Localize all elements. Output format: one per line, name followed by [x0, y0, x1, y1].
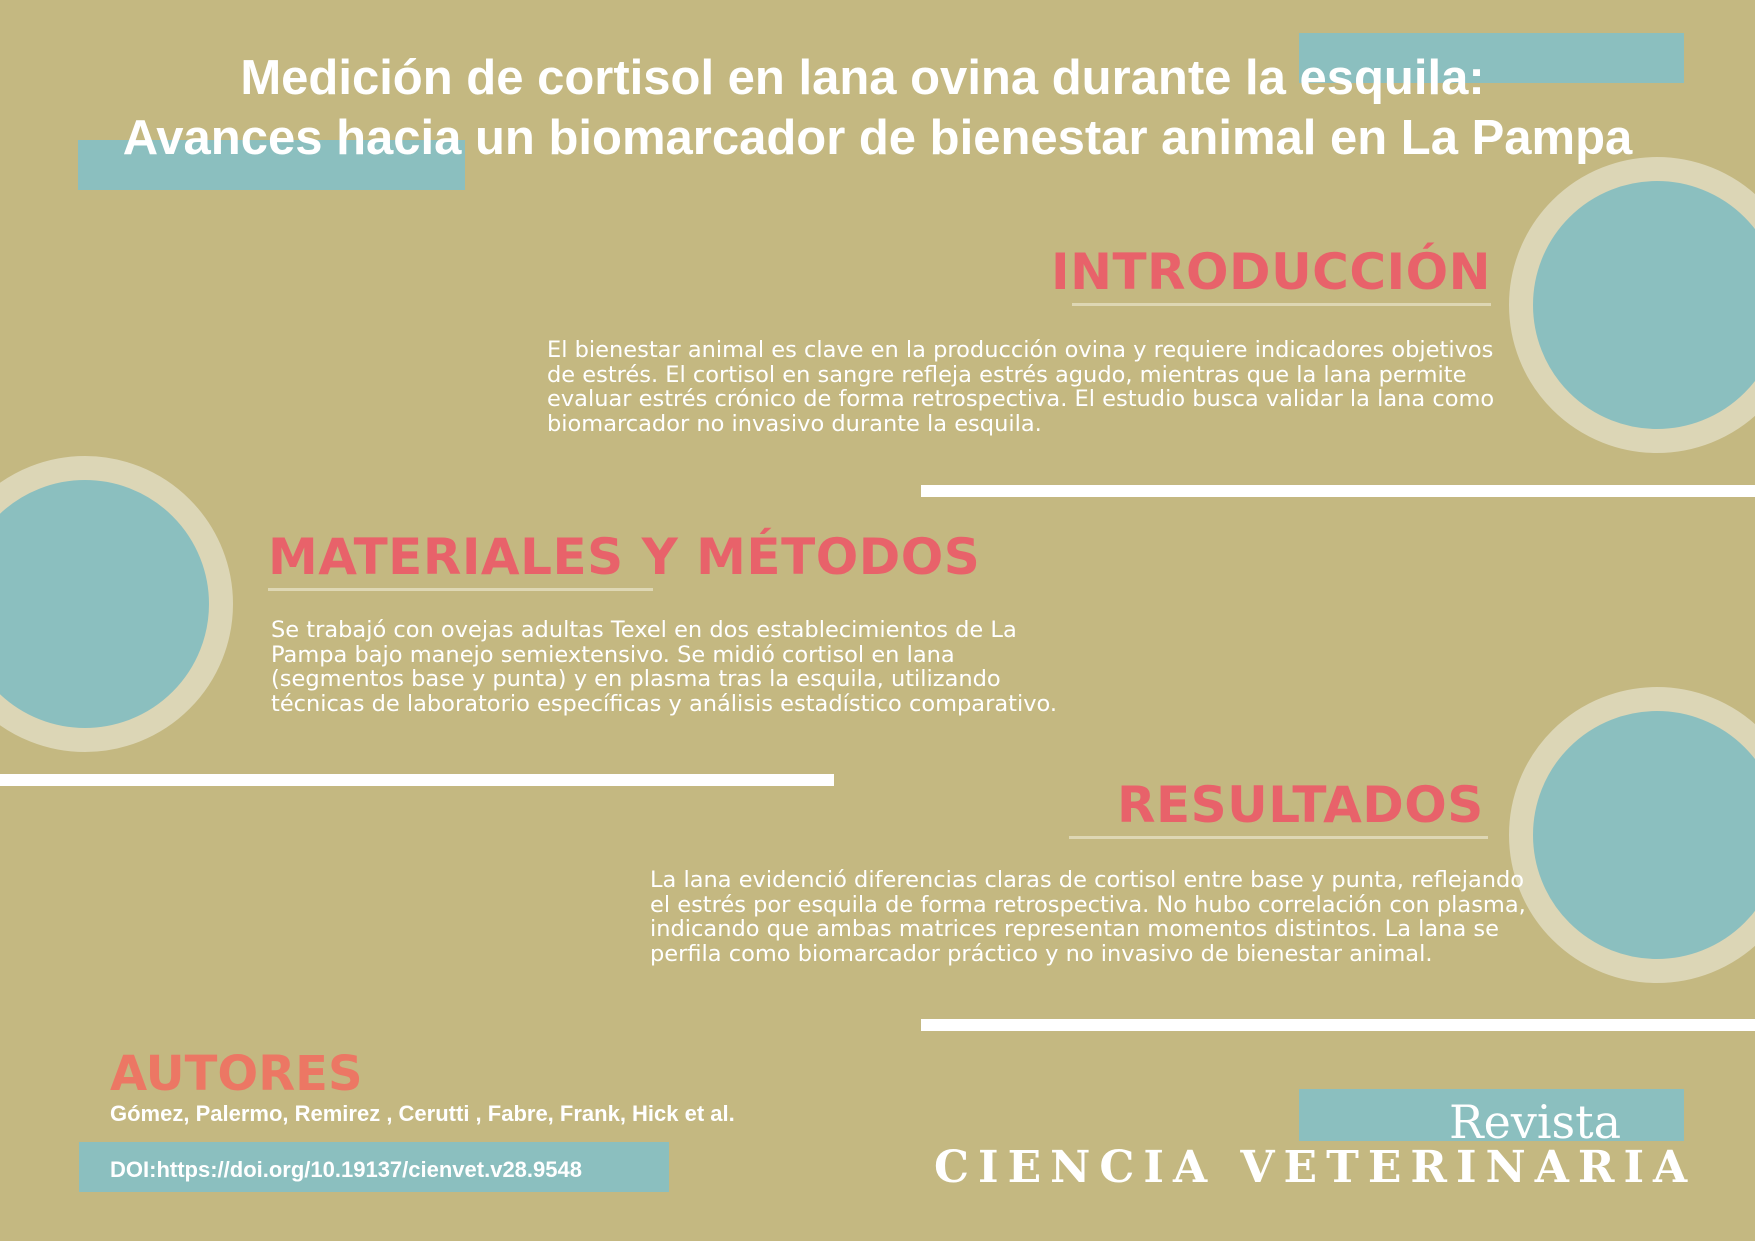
resultados-heading: RESULTADOS	[1117, 776, 1484, 834]
materiales-text: Se trabajó con ovejas adultas Texel en dos establecimientos de La Pampa bajo manejo semiextensivo. Se midió cortisol en lana (segmentos base y punta) y en plasma tras la esquila, utilizando técnicas de laboratorio específicas y análisis estadístico comparativo.	[271, 617, 1058, 717]
intro-heading: INTRODUCCIÓN	[1051, 243, 1492, 301]
separator-line-3	[921, 1019, 1755, 1031]
authors-names: Gómez, Palermo, Remirez , Cerutti , Fabre, Frank, Hick et al.	[110, 1101, 735, 1126]
authors-label: AUTORES	[110, 1046, 363, 1102]
decor-circle-top-right	[1509, 157, 1755, 453]
intro-heading-underline	[1072, 303, 1491, 306]
title-line-2: Avances hacia un biomarcador de bienestar animal en La Pampa	[122, 111, 1633, 165]
journal-revista: Revista	[1449, 1095, 1622, 1149]
doi-text: DOI:https://doi.org/10.19137/cienvet.v28.9548	[110, 1157, 582, 1182]
intro-text: El bienestar animal es clave en la producción ovina y requiere indicadores objetivos de estrés. El cortisol en sangre refleja estrés agudo, mientras que la lana permite evaluar estrés crónico de forma retrospectiva. El estudio busca validar la lana como biomarcador no invasivo durante la esquila.	[547, 337, 1495, 437]
journal-name: CIENCIA VETERINARIA	[934, 1142, 1697, 1193]
poster-title	[0, 48, 1755, 168]
materiales-heading: MATERIALES Y MÉTODOS	[268, 528, 981, 586]
resultados-text: La lana evidenció diferencias claras de cortisol entre base y punta, reflejando el estrés por esquila de forma retrospectiva. No hubo correlación con plasma, indicando que ambas matrices representan momentos distintos. La lana se perfila como biomarcador práctico y no invasivo de bienestar animal.	[650, 867, 1526, 967]
materiales-heading-underline	[268, 588, 653, 591]
decor-circle-bottom-right	[1509, 687, 1755, 983]
title-line-1: Medición de cortisol en lana ovina durante la esquila:	[240, 51, 1485, 105]
decor-circle-left	[0, 456, 233, 752]
resultados-heading-underline	[1069, 836, 1488, 839]
separator-line-1	[921, 485, 1755, 497]
separator-line-2	[0, 774, 834, 786]
